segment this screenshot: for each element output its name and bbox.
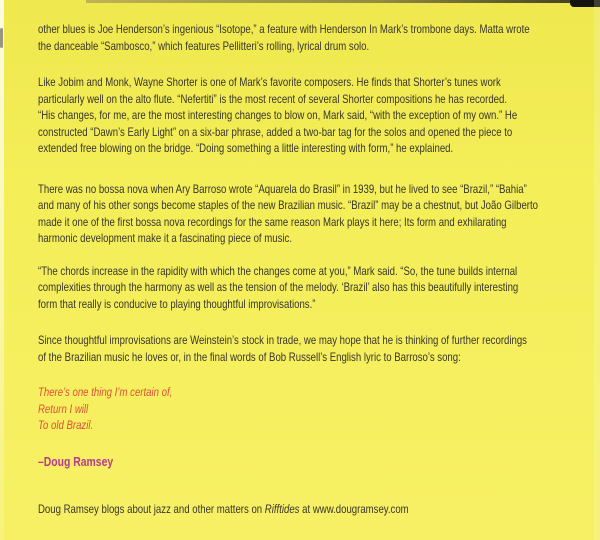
- text-line: There was no bossa nova when Ary Barroso wrote “Aquarela do Brasil” in 1939, but he lived to see “Brazil,” “Bahia”: [38, 181, 527, 196]
- scan-edge-left: [0, 0, 4, 540]
- text-line: and many of his other songs become staples of the new Brazilian music. “Brazil” may be a chestnut, but João Gilberto: [38, 198, 538, 212]
- text-line: “The chords increase in the rapidity with which the changes come at you,” Mark said. “So, the tune builds internal: [38, 263, 518, 278]
- paragraph-shorter: [38, 74, 590, 157]
- lyric-line: To old Brazil.: [38, 418, 94, 432]
- text-line: the danceable “Sambosco,” which features Pellitteri’s rolling, lyrical drum solo.: [38, 38, 370, 53]
- text-line: “His changes, for me, are the most interesting changes to blow on, Mark said, “with the exception of my own.” He: [38, 108, 518, 122]
- text-line: Like Jobim and Monk, Wayne Shorter is one of Mark’s favorite composers. He finds that Shorter’s tunes work: [38, 75, 501, 89]
- text-line: form that really is conducive to playing thoughtful improvisations.”: [38, 296, 316, 311]
- text-line: complexities through the harmony as well as the tension of the melody. ‘Brazil’ also has this beautifully interesting: [38, 280, 519, 294]
- text-line: other blues is Joe Henderson’s ingenious “Isotope,” a feature with Henderson In Mark’s trombone days. Matta wrote: [38, 22, 530, 36]
- text-line: constructed “Dawn’s Early Light” on a six-bar phrase, added a two-bar tag for the solos and opened the piece to: [38, 124, 513, 139]
- text-line: made it one of the first bossa nova recordings for the same reason Mark plays it here; Its form and exhilarating: [38, 214, 507, 229]
- footer-blog-title: Rifftides: [264, 501, 300, 516]
- footer-note: [38, 501, 590, 517]
- text-line: extended free blowing on the bridge. “Doing something a little interesting with form,” he explained.: [38, 141, 454, 155]
- lyric-line: There’s one thing I’m certain of,: [38, 385, 173, 399]
- author-signature: –Doug Ramsey: [38, 453, 114, 469]
- text-line: harmonic development make it a fascinating piece of music.: [38, 231, 292, 245]
- lyric-line: Return I will: [38, 401, 89, 416]
- lyric-quote: [38, 384, 590, 434]
- liner-notes-text: [38, 21, 590, 517]
- footer-text-suffix: at www.dougramsey.com: [299, 501, 409, 516]
- paragraph-isotope: [38, 21, 590, 54]
- scan-edge-top: [86, 0, 572, 3]
- text-line: of the Brazilian music he loves or, in the final words of Bob Russell’s English lyric to Barroso’s song:: [38, 349, 461, 364]
- text-line: Since thoughtful improvisations are Weinstein’s stock in trade, we may hope that he is thinking of further recordings: [38, 333, 527, 347]
- paragraph-chords: [38, 263, 590, 313]
- text-line: particularly well on the alto flute. “Nefertiti” is the most recent of several Shorter compositions he has recorded.: [38, 91, 508, 106]
- paragraph-closing: [38, 332, 590, 365]
- scan-smudge: [0, 28, 3, 48]
- scan-edge-right: [594, 0, 600, 540]
- footer-text-prefix: Doug Ramsey blogs about jazz and other matters on: [38, 501, 265, 516]
- paragraph-brazil: [38, 181, 590, 247]
